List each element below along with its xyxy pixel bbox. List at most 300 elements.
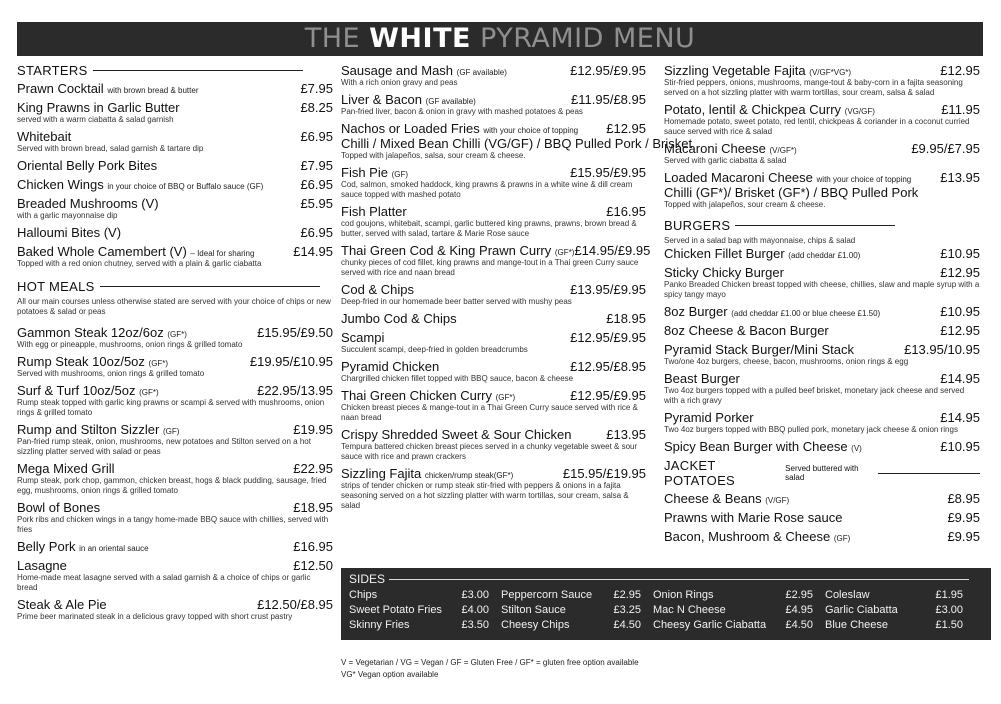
dish-description: served with a warm ciabatta & salad garnish bbox=[17, 115, 174, 124]
dish-description: Deep-fried in our homemade beer batter served with mushy peas bbox=[341, 297, 572, 306]
menu-item-row bbox=[664, 439, 980, 454]
dish-price: £13.95 bbox=[940, 170, 980, 185]
menu-item bbox=[664, 323, 980, 338]
side-name: Stilton Sauce bbox=[501, 604, 566, 616]
side-item bbox=[349, 618, 501, 633]
dish-description: Pan-fried rump steak, onion, mushrooms, new potatoes and Stilton served on a hot sizzling platter served with salad or peas bbox=[17, 437, 311, 456]
dish-note: (V/GF*VG*) bbox=[809, 68, 852, 77]
dish-description: Two 4oz burgers topped with a pulled beef brisket, monetary jack cheese and served with a rich gravy bbox=[664, 386, 965, 405]
dish-name bbox=[341, 388, 515, 403]
menu-item-row bbox=[17, 129, 333, 144]
dish-name-text: Surf & Turf 10oz/5oz bbox=[17, 383, 136, 398]
menu-item-row bbox=[17, 177, 333, 192]
dish-name bbox=[341, 282, 414, 297]
dish-note: (GF*) bbox=[139, 388, 159, 397]
dish-price: £12.95 bbox=[606, 121, 646, 136]
dish-price: £10.95 bbox=[940, 304, 980, 319]
menu-item bbox=[664, 246, 980, 261]
menu-item-row bbox=[341, 330, 646, 345]
side-name: Mac N Cheese bbox=[653, 604, 726, 616]
side-item bbox=[501, 618, 653, 633]
menu-item-row bbox=[664, 510, 980, 525]
divider bbox=[878, 473, 980, 474]
menu-item-row bbox=[664, 102, 980, 117]
dish-price: £9.95/£7.95 bbox=[911, 141, 980, 156]
dish-name-text: Sizzling Vegetable Fajita bbox=[664, 63, 806, 78]
menu-item bbox=[341, 311, 646, 326]
menu-item bbox=[664, 371, 980, 406]
dish-name bbox=[17, 383, 159, 398]
dish-name-text: Baked Whole Camembert (V) bbox=[17, 244, 187, 259]
menu-item-row bbox=[664, 246, 980, 261]
dish-name bbox=[341, 359, 439, 374]
menu-item bbox=[17, 558, 333, 593]
dish-price: £8.95 bbox=[947, 491, 980, 506]
menu-item bbox=[664, 342, 980, 367]
dish-price: £16.95 bbox=[293, 539, 333, 554]
dish-price: £14.95 bbox=[940, 410, 980, 425]
side-price: £1.95 bbox=[935, 589, 963, 601]
menu-item bbox=[664, 63, 980, 98]
side-price: £2.95 bbox=[613, 589, 641, 601]
dish-name bbox=[664, 371, 740, 386]
menu-title: THE WHITE PYRAMID MENU bbox=[17, 22, 983, 56]
dish-price: £14.95 bbox=[293, 244, 333, 259]
menu-item-row bbox=[341, 359, 646, 374]
dish-price: £12.95/£9.95 bbox=[570, 330, 646, 345]
menu-item-row bbox=[341, 388, 646, 403]
menu-item bbox=[664, 510, 980, 525]
menu-item bbox=[17, 383, 333, 418]
sides-heading: SIDES bbox=[349, 572, 983, 586]
dish-name-text: Mega Mixed Grill bbox=[17, 461, 115, 476]
dish-note: with your choice of topping bbox=[483, 126, 579, 135]
menu-item-row bbox=[664, 410, 980, 425]
dish-name-text: Pyramid Stack Burger/Mini Stack bbox=[664, 342, 855, 357]
dish-name bbox=[341, 204, 407, 219]
dish-name-text: Chicken Fillet Burger bbox=[664, 246, 785, 261]
dish-note: (VG/GF) bbox=[844, 107, 875, 116]
dish-description: Pork ribs and chicken wings in a tangy home-made BBQ sauce with chillies, served with fries bbox=[17, 515, 329, 534]
dish-name-text: Potato, lentil & Chickpea Curry bbox=[664, 102, 842, 117]
menu-item bbox=[664, 529, 980, 544]
menu-item bbox=[17, 422, 333, 457]
side-name: Blue Cheese bbox=[825, 619, 888, 631]
dish-topping-options: Chilli / Mixed Bean Chilli (VG/GF) / BBQ Pulled Pork / Brisket bbox=[341, 136, 693, 151]
menu-item-row bbox=[664, 265, 980, 280]
side-name: Coleslaw bbox=[825, 589, 870, 601]
menu-item-row bbox=[664, 170, 980, 185]
dish-name-text: Crispy Shredded Sweet & Sour Chicken bbox=[341, 427, 572, 442]
menu-item-row bbox=[664, 63, 980, 78]
menu-item bbox=[664, 265, 980, 300]
starters-heading: STARTERS bbox=[17, 63, 333, 78]
menu-item bbox=[17, 244, 333, 269]
side-item bbox=[825, 603, 975, 618]
menu-item bbox=[341, 359, 646, 384]
dish-description: Cod, salmon, smoked haddock, king prawns & prawns in a white wine & dill cream sauce topped with mashed potato bbox=[341, 180, 633, 199]
dish-name-text: Rump and Stilton Sizzler bbox=[17, 422, 160, 437]
dish-name-text: Beast Burger bbox=[664, 371, 740, 386]
side-price: £2.95 bbox=[785, 589, 813, 601]
menu-item-row bbox=[664, 491, 980, 506]
menu-item bbox=[17, 325, 333, 350]
dish-name bbox=[341, 165, 408, 180]
dish-note: in your choice of BBQ or Buffalo sauce (GF) bbox=[107, 182, 264, 191]
dish-name bbox=[664, 342, 854, 357]
dish-name bbox=[664, 265, 784, 280]
hot-meals-heading: HOT MEALS bbox=[17, 279, 333, 294]
dish-price: £5.95 bbox=[300, 196, 333, 211]
burgers-intro: Served in a salad bap with mayonnaise, chips & salad bbox=[664, 236, 856, 245]
dish-name bbox=[17, 354, 168, 369]
dish-name-text: Bowl of Bones bbox=[17, 500, 101, 515]
burgers-list bbox=[664, 246, 980, 454]
side-name: Chips bbox=[349, 589, 378, 601]
dish-note: in an oriental sauce bbox=[79, 544, 149, 553]
divider bbox=[100, 286, 320, 287]
menu-item-row bbox=[17, 196, 333, 211]
dish-description: Chicken breast pieces & mange-tout in a Thai Green Curry sauce served with rice & naan bread bbox=[341, 403, 638, 422]
dish-name-text: Nachos or Loaded Fries bbox=[341, 121, 480, 136]
vegetarian-list bbox=[664, 63, 980, 210]
dish-name-text: Halloumi Bites (V) bbox=[17, 225, 122, 240]
menu-item bbox=[17, 100, 333, 125]
hot-meals-list bbox=[17, 325, 333, 622]
side-price: £4.50 bbox=[613, 619, 641, 631]
menu-item bbox=[17, 196, 333, 221]
dish-name bbox=[17, 500, 100, 515]
menu-item bbox=[664, 304, 980, 319]
dish-note: (V) bbox=[851, 444, 862, 453]
dish-name bbox=[664, 246, 860, 261]
menu-item bbox=[341, 282, 646, 307]
dish-description: Homemade potato, sweet potato, red lentil, chickpeas & coriander in a coconut curried sauce served with rice & salad bbox=[664, 117, 970, 136]
starters-list bbox=[17, 81, 333, 269]
dish-name bbox=[664, 439, 862, 454]
dish-description: with a garlic mayonnaise dip bbox=[17, 211, 118, 220]
menu-item-row bbox=[341, 243, 651, 258]
dish-description: cod goujons, whitebait, scampi, garlic buttered king prawns, prawns, brown bread & butter, served with salad, tartare & Marie Rose sauce bbox=[341, 219, 637, 238]
dish-name-text: Sizzling Fajita bbox=[341, 466, 422, 481]
menu-item bbox=[341, 204, 646, 239]
dish-price: £11.95/£8.95 bbox=[571, 92, 646, 107]
side-name: Garlic Ciabatta bbox=[825, 604, 898, 616]
dish-price: £9.95 bbox=[947, 529, 980, 544]
side-price: £3.25 bbox=[613, 604, 641, 616]
menu-item-row bbox=[17, 597, 333, 612]
dish-name bbox=[17, 461, 115, 476]
menu-item-row bbox=[17, 354, 333, 369]
dish-price: £7.95 bbox=[300, 158, 333, 173]
dish-name bbox=[17, 597, 107, 612]
dish-note: (GF*) bbox=[148, 359, 169, 368]
dish-name-text: Jumbo Cod & Chips bbox=[341, 311, 457, 326]
menu-item-row bbox=[17, 244, 333, 259]
dish-name-text: Pyramid Porker bbox=[664, 410, 754, 425]
dish-description: Home-made meat lasagne served with a salad garnish & a choice of chips or garlic bread bbox=[17, 573, 311, 592]
dish-name-text: 8oz Burger bbox=[664, 304, 728, 319]
dish-name bbox=[341, 330, 384, 345]
dish-name bbox=[17, 325, 187, 340]
side-item bbox=[825, 588, 975, 603]
dish-name-text: Pyramid Chicken bbox=[341, 359, 440, 374]
dish-name-text: Oriental Belly Pork Bites bbox=[17, 158, 158, 173]
dish-name bbox=[17, 177, 263, 192]
dish-note: (V/GF) bbox=[765, 496, 790, 505]
dish-name bbox=[17, 129, 71, 144]
dish-description: Chargrilled chicken fillet topped with BBQ sauce, bacon & cheese bbox=[341, 374, 574, 383]
menu-item bbox=[17, 597, 333, 622]
side-item bbox=[825, 618, 975, 633]
dish-name-text: Cheese & Beans bbox=[664, 491, 762, 506]
menu-item bbox=[341, 121, 693, 161]
sides-grid bbox=[349, 588, 983, 633]
dish-name-text: Rump Steak 10oz/5oz bbox=[17, 354, 145, 369]
side-price: £3.50 bbox=[461, 619, 489, 631]
dish-note: (add cheddar £1.00 or blue cheese £1.50) bbox=[731, 309, 881, 318]
dish-description: Succulent scampi, deep-fried in golden breadcrumbs bbox=[341, 345, 528, 354]
menu-item-row bbox=[341, 121, 646, 136]
menu-item bbox=[17, 158, 333, 173]
menu-item-row bbox=[664, 304, 980, 319]
menu-item-row bbox=[17, 100, 333, 115]
dish-name bbox=[341, 427, 572, 442]
dish-name-text: Chicken Wings bbox=[17, 177, 104, 192]
side-name: Cheesy Garlic Ciabatta bbox=[653, 619, 767, 631]
dish-note: with your choice of topping bbox=[816, 175, 912, 184]
menu-item-row bbox=[341, 282, 646, 297]
menu-item-row bbox=[664, 342, 980, 357]
dish-name-text: 8oz Cheese & Bacon Burger bbox=[664, 323, 829, 338]
side-item bbox=[501, 588, 653, 603]
divider bbox=[735, 225, 895, 226]
dish-price: £11.95 bbox=[941, 102, 980, 117]
dish-name-text: Prawns with Marie Rose sauce bbox=[664, 510, 843, 525]
dish-name-text: Fish Platter bbox=[341, 204, 407, 219]
jacket-list bbox=[664, 491, 980, 544]
dish-name bbox=[664, 491, 789, 506]
menu-item bbox=[664, 439, 980, 454]
dish-note: (add cheddar £1.00) bbox=[788, 251, 861, 260]
menu-item-row bbox=[17, 461, 333, 476]
menu-item bbox=[341, 388, 646, 423]
dish-description: Pan-fried liver, bacon & onion in gravy with mashed potatoes & peas bbox=[341, 107, 583, 116]
menu-item-row bbox=[664, 371, 980, 386]
dish-name-text: Sausage and Mash bbox=[341, 63, 454, 78]
dish-price: £10.95 bbox=[940, 439, 980, 454]
menu-item bbox=[17, 225, 333, 240]
dish-name bbox=[664, 170, 911, 185]
menu-item-row bbox=[17, 422, 333, 437]
dish-name-text: Whitebait bbox=[17, 129, 72, 144]
menu-item bbox=[664, 170, 980, 210]
menu-item bbox=[664, 410, 980, 435]
dish-note: (GF*) bbox=[495, 393, 516, 402]
side-name: Onion Rings bbox=[653, 589, 714, 601]
menu-item bbox=[17, 500, 333, 535]
dish-note: (V/GF*) bbox=[769, 146, 797, 155]
dish-name bbox=[664, 102, 875, 117]
dish-description: Topped with jalapeños, sour cream & cheese. bbox=[664, 200, 826, 209]
dish-price: £19.95 bbox=[293, 422, 333, 437]
sides-panel bbox=[341, 568, 991, 640]
dish-name-text: Lasagne bbox=[17, 558, 67, 573]
dish-note: (GF) bbox=[162, 427, 180, 436]
dish-price: £7.95 bbox=[300, 81, 333, 96]
dish-name bbox=[17, 196, 159, 211]
dish-name bbox=[664, 304, 880, 319]
menu-item bbox=[341, 165, 646, 200]
side-name: Skinny Fries bbox=[349, 619, 410, 631]
dish-description: chunky pieces of cod fillet, king prawns and mange-tout in a Thai green Curry sauce served with rice and naan bread bbox=[341, 258, 639, 277]
side-item bbox=[653, 588, 825, 603]
dish-name bbox=[341, 121, 578, 136]
dish-name-text: King Prawns in Garlic Butter bbox=[17, 100, 180, 115]
dish-name-text: Spicy Bean Burger with Cheese bbox=[664, 439, 848, 454]
dish-description: Two 4oz burgers topped with BBQ pulled pork, monetary jack cheese & onion rings bbox=[664, 425, 958, 434]
dish-price: £9.95 bbox=[947, 510, 980, 525]
side-item bbox=[653, 603, 825, 618]
menu-item bbox=[17, 129, 333, 154]
dish-name-text: Gammon Steak 12oz/6oz bbox=[17, 325, 164, 340]
menu-item-row bbox=[341, 311, 646, 326]
side-item bbox=[349, 603, 501, 618]
dish-price: £10.95 bbox=[940, 246, 980, 261]
dish-description: Prime beer marinated steak in a delicious gravy topped with short crust pastry bbox=[17, 612, 293, 621]
dish-price: £6.95 bbox=[300, 177, 333, 192]
dish-name bbox=[341, 92, 476, 107]
menu-item-row bbox=[17, 225, 333, 240]
menu-item bbox=[341, 63, 646, 88]
dish-name bbox=[17, 422, 179, 437]
dish-note: (GF available) bbox=[425, 97, 476, 106]
dish-name-text: Fish Pie bbox=[341, 165, 388, 180]
dish-price: £14.95 bbox=[940, 371, 980, 386]
dish-price: £15.95/£19.95 bbox=[562, 466, 646, 481]
dish-price: £13.95/£9.95 bbox=[570, 282, 646, 297]
dish-price: £6.95 bbox=[300, 225, 333, 240]
side-item bbox=[501, 603, 653, 618]
dish-description: With egg or pineapple, mushrooms, onion rings & grilled tomato bbox=[17, 340, 243, 349]
menu-item-row bbox=[341, 204, 646, 219]
dish-name bbox=[17, 81, 199, 96]
dish-name bbox=[664, 323, 829, 338]
menu-item bbox=[664, 491, 980, 506]
dish-price: £12.95 bbox=[940, 265, 980, 280]
dish-price: £18.95 bbox=[606, 311, 646, 326]
dish-name bbox=[341, 243, 574, 258]
dish-price: £18.95 bbox=[293, 500, 333, 515]
dish-price: £22.95 bbox=[293, 461, 333, 476]
menu-item bbox=[664, 102, 980, 137]
dish-name-text: Thai Green Cod & King Prawn Curry bbox=[341, 243, 552, 258]
menu-item bbox=[17, 177, 333, 192]
side-price: £4.95 bbox=[785, 604, 813, 616]
dish-description: Panko Breaded Chicken breast topped with cheese, chillies, slaw and maple syrup with a spicy tangy mayo bbox=[664, 280, 980, 299]
menu-item-row bbox=[664, 529, 980, 544]
dish-price: £16.95 bbox=[606, 204, 646, 219]
dish-price: £12.50 bbox=[293, 558, 333, 573]
dish-name-text: Scampi bbox=[341, 330, 385, 345]
dish-note: (GF*) bbox=[554, 248, 575, 257]
dish-name-text: Liver & Bacon bbox=[341, 92, 422, 107]
dish-price: £15.95/£9.50 bbox=[257, 325, 333, 340]
dish-price: £22.95/13.95 bbox=[257, 383, 333, 398]
dish-name bbox=[341, 63, 507, 78]
dish-description: Topped with jalapeños, salsa, sour cream & cheese. bbox=[341, 151, 526, 160]
menu-item bbox=[17, 539, 333, 554]
menu-item bbox=[341, 243, 651, 278]
dish-note: (GF) bbox=[833, 534, 851, 543]
dish-name bbox=[17, 225, 121, 240]
menu-item bbox=[17, 81, 333, 96]
column-middle bbox=[341, 63, 693, 515]
dish-name bbox=[664, 63, 851, 78]
menu-item-row bbox=[17, 539, 333, 554]
dish-description: Tempura battered chicken breast pieces served in a chunky vegetable sweet & sour sauce with rice and prawn crackers bbox=[341, 442, 638, 461]
dish-price: £12.95/£9.95 bbox=[570, 388, 646, 403]
side-name: Peppercorn Sauce bbox=[501, 589, 593, 601]
dish-name bbox=[17, 558, 67, 573]
menu-item-row bbox=[17, 383, 333, 398]
side-price: £4.00 bbox=[461, 604, 489, 616]
dish-name-text: Sticky Chicky Burger bbox=[664, 265, 784, 280]
menu-item-row bbox=[17, 325, 333, 340]
menu-item-row bbox=[341, 63, 646, 78]
menu-item-row bbox=[341, 165, 646, 180]
dish-topping-options: Chilli (GF*)/ Brisket (GF*) / BBQ Pulled Pork bbox=[664, 185, 919, 200]
dish-name bbox=[341, 466, 513, 481]
jacket-heading: JACKET POTATOES Served buttered with salad bbox=[664, 458, 980, 488]
menu-item-row bbox=[17, 81, 333, 96]
dish-description: Rump steak, pork chop, gammon, chicken breast, hogs & black pudding, sausage, fried egg, mushrooms, onion rings & grilled tomato bbox=[17, 476, 327, 495]
dish-description: Served with mushrooms, onion rings & grilled tomato bbox=[17, 369, 205, 378]
menu-item bbox=[341, 92, 646, 117]
menu-item-row bbox=[341, 466, 646, 481]
dish-note: (GF) bbox=[391, 170, 409, 179]
menu-item-row bbox=[17, 158, 333, 173]
dish-description: strips of tender chicken or rump steak stir-fried with peppers & onions in a fajita seasoning served on a hot sizzling platter with warm tortillas, sour cream, salsa & salad bbox=[341, 481, 629, 510]
hot-meals-intro: All our main courses unless otherwise stated are served with your choice of chips or new potatoes & salad or peas bbox=[17, 297, 331, 316]
dish-name-text: Steak & Ale Pie bbox=[17, 597, 107, 612]
dish-name-text: Macaroni Cheese bbox=[664, 141, 766, 156]
dish-name bbox=[664, 410, 754, 425]
dish-price: £19.95/£10.95 bbox=[249, 354, 333, 369]
dish-price: £15.95/£9.95 bbox=[570, 165, 646, 180]
side-name: Sweet Potato Fries bbox=[349, 604, 442, 616]
dish-name-text: Breaded Mushrooms (V) bbox=[17, 196, 159, 211]
dish-price: £12.95/£8.95 bbox=[570, 359, 646, 374]
dish-description: With a rich onion gravy and peas bbox=[341, 78, 458, 87]
dish-price: £12.95 bbox=[940, 323, 980, 338]
menu-item-row bbox=[17, 500, 333, 515]
dish-name-text: Bacon, Mushroom & Cheese bbox=[664, 529, 831, 544]
dish-note: – Ideal for sharing bbox=[190, 249, 255, 258]
dish-description: Stir-fried peppers, onions, mushrooms, mange-tout & baby-corn in a fajita seasoning served on a hot sizzling platter with warm tortillas, sour cream, salsa & salad bbox=[664, 78, 963, 97]
dish-name-text: Belly Pork bbox=[17, 539, 76, 554]
side-price: £4.50 bbox=[785, 619, 813, 631]
menu-item bbox=[341, 330, 646, 355]
dish-description: Served with brown bread, salad garnish & tartare dip bbox=[17, 144, 204, 153]
dish-name bbox=[341, 311, 457, 326]
dish-price: £14.95/£9.95 bbox=[574, 243, 651, 258]
side-price: £1.50 bbox=[935, 619, 963, 631]
side-name: Cheesy Chips bbox=[501, 619, 570, 631]
side-item bbox=[349, 588, 501, 603]
dish-note: (GF available) bbox=[456, 68, 507, 77]
dish-price: £13.95/10.95 bbox=[904, 342, 980, 357]
